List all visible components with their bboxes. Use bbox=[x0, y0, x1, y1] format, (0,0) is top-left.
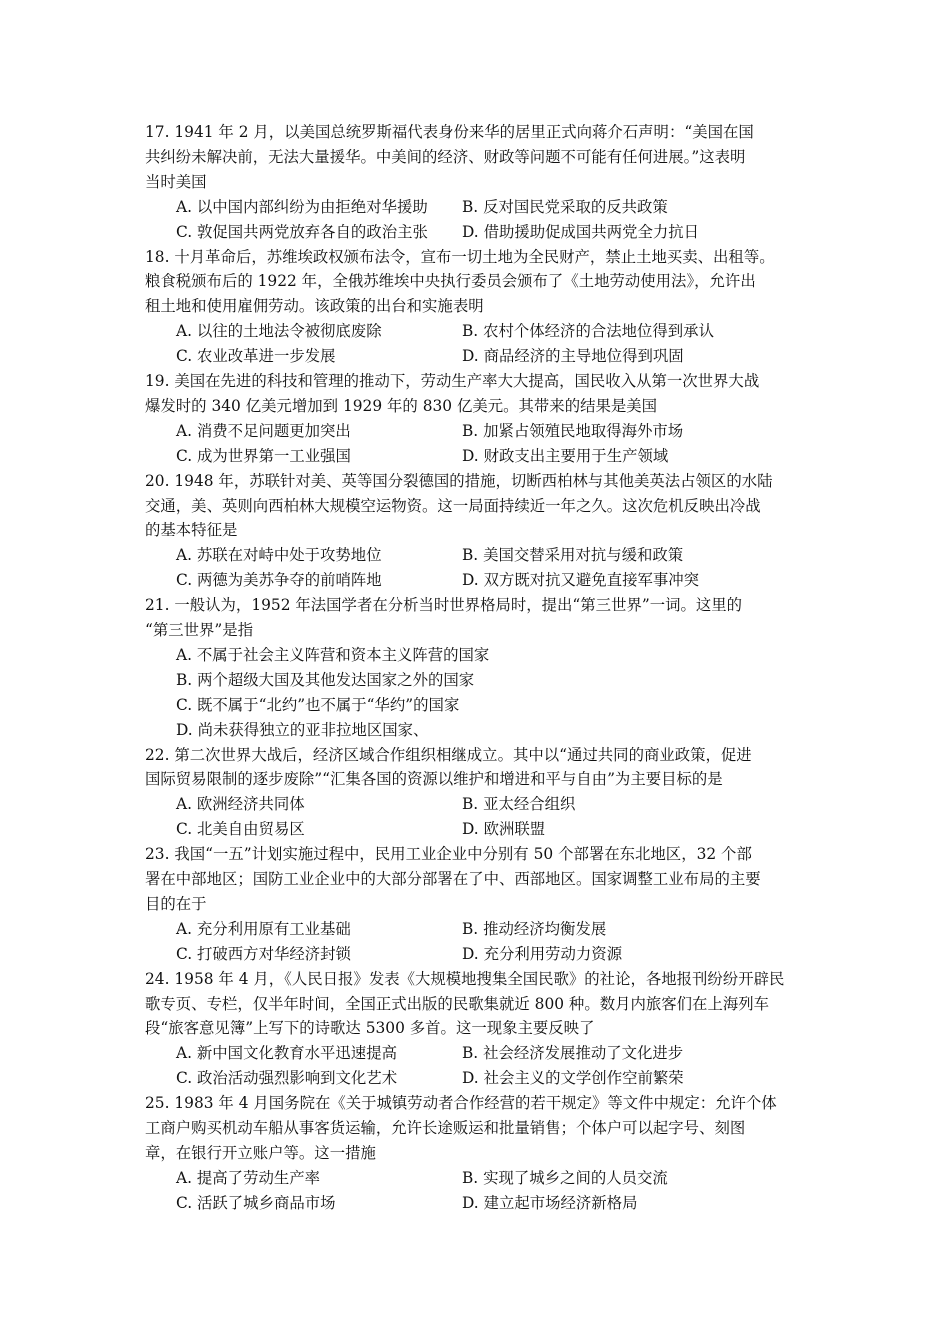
question-25-option-b: B. 实现了城乡之间的人员交流 bbox=[462, 1168, 668, 1187]
question-21-stem-line: 21. 一般认为，1952 年法国学者在分析当时世界格局时，提出“第三世界”一词。这里的 bbox=[145, 596, 743, 615]
question-23-stem-line: 23. 我国“一五”计划实施过程中，民用工业企业中分别有 50 个部署在东北地区，32 个部 bbox=[145, 845, 752, 864]
question-25-option-c: C. 活跃了城乡商品市场 bbox=[176, 1193, 336, 1212]
question-24-option-d: D. 社会主义的文学创作空前繁荣 bbox=[462, 1069, 684, 1088]
question-23-stem-line: 署在中部地区；国防工业企业中的大部分部署在了中、西部地区。国家调整工业布局的主要 bbox=[145, 870, 761, 888]
question-22-stem-line: 国际贸易限制的逐步废除”“汇集各国的资源以维护和增进和平与自由”为主要目标的是 bbox=[145, 770, 723, 789]
question-24-option-c: C. 政治活动强烈影响到文化艺术 bbox=[176, 1069, 398, 1088]
question-22-option-b: B. 亚太经合组织 bbox=[462, 795, 576, 814]
question-20-option-b: B. 美国交替采用对抗与缓和政策 bbox=[462, 546, 684, 565]
question-19-option-c: C. 成为世界第一工业强国 bbox=[176, 446, 351, 465]
question-25-stem-line: 章，在银行开立账户等。这一措施 bbox=[145, 1143, 376, 1162]
question-24-option-a: A. 新中国文化教育水平迅速提高 bbox=[176, 1044, 397, 1063]
question-18-option-c: C. 农业改革进一步发展 bbox=[176, 347, 336, 366]
question-20-option-c: C. 两德为美苏争夺的前哨阵地 bbox=[176, 571, 382, 590]
question-23-stem-line: 目的在于 bbox=[145, 894, 207, 913]
question-19-option-a: A. 消费不足问题更加突出 bbox=[176, 421, 351, 440]
question-24-stem-line: 歌专页、专栏，仅半年时间，全国正式出版的民歌集就近 800 种。数月内旅客们在上海列车 bbox=[145, 994, 770, 1013]
question-25-option-d: D. 建立起市场经济新格局 bbox=[462, 1193, 638, 1212]
question-22-option-d: D. 欧洲联盟 bbox=[462, 820, 546, 839]
question-17-option-b: B. 反对国民党采取的反共政策 bbox=[462, 197, 668, 216]
question-23-option-a: A. 充分利用原有工业基础 bbox=[176, 919, 351, 938]
question-21-option-a: A. 不属于社会主义阵营和资本主义阵营的国家 bbox=[176, 645, 490, 664]
question-23-option-d: D. 充分利用劳动力资源 bbox=[462, 944, 623, 963]
question-22-option-a: A. 欧洲经济共同体 bbox=[176, 795, 305, 814]
question-18-option-a: A. 以往的土地法令被彻底废除 bbox=[176, 322, 382, 341]
question-20-stem-line: 的基本特征是 bbox=[145, 521, 238, 540]
question-20-stem-line: 20. 1948 年，苏联针对美、英等国分裂德国的措施，切断西柏林与其他美英法占领区的水陆 bbox=[145, 471, 773, 490]
question-23-option-b: B. 推动经济均衡发展 bbox=[462, 919, 607, 938]
question-21-stem-line: “第三世界”是指 bbox=[145, 621, 254, 639]
question-17-stem-line: 当时美国 bbox=[145, 172, 207, 191]
question-17-stem-line: 17. 1941 年 2 月，以美国总统罗斯福代表身份来华的居里正式向蒋介石声明：“美国在国 bbox=[145, 123, 754, 141]
question-18-stem-line: 租土地和使用雇佣劳动。该政策的出台和实施表明 bbox=[145, 297, 484, 316]
question-25-stem-line: 工商户购买机动车船从事客货运输，允许长途贩运和批量销售；个体户可以起字号、刻图 bbox=[145, 1119, 746, 1137]
question-21-option-b: B. 两个超级大国及其他发达国家之外的国家 bbox=[176, 670, 475, 689]
question-24-stem-line: 段“旅客意见簿”上写下的诗歌达 5300 多首。这一现象主要反映了 bbox=[145, 1019, 595, 1038]
question-23-option-c: C. 打破西方对华经济封锁 bbox=[176, 944, 351, 963]
question-18-option-d: D. 商品经济的主导地位得到巩固 bbox=[462, 347, 684, 366]
question-18-stem-line: 18. 十月革命后，苏维埃政权颁布法令，宣布一切土地为全民财产，禁止土地买卖、出租等。 bbox=[145, 247, 775, 266]
question-17-stem-line: 共纠纷未解决前，无法大量援华。中美间的经济、财政等问题不可能有任何进展。”这表明 bbox=[145, 147, 746, 166]
question-20-option-a: A. 苏联在对峙中处于攻势地位 bbox=[176, 546, 382, 565]
question-18-option-b: B. 农村个体经济的合法地位得到承认 bbox=[462, 322, 714, 341]
question-18-stem-line: 粮食税颁布后的 1922 年，全俄苏维埃中央执行委员会颁布了《土地劳动使用法》，允许出 bbox=[145, 272, 756, 291]
question-25-option-a: A. 提高了劳动生产率 bbox=[176, 1168, 321, 1187]
question-19-option-b: B. 加紧占领殖民地取得海外市场 bbox=[462, 421, 684, 440]
question-21-option-c: C. 既不属于“北约”也不属于“华约”的国家 bbox=[176, 695, 460, 714]
question-25-stem-line: 25. 1983 年 4 月国务院在《关于城镇劳动者合作经营的若干规定》等文件中规定：允许个体 bbox=[145, 1094, 777, 1113]
question-22-option-c: C. 北美自由贸易区 bbox=[176, 820, 305, 839]
question-24-stem-line: 24. 1958 年 4 月，《人民日报》发表《大规模地搜集全国民歌》的社论，各地报刊纷纷开辟民 bbox=[145, 969, 785, 988]
question-19-stem-line: 爆发时的 340 亿美元增加到 1929 年的 830 亿美元。其带来的结果是美国 bbox=[145, 396, 658, 415]
question-19-stem-line: 19. 美国在先进的科技和管理的推动下，劳动生产率大大提高，国民收入从第一次世界大战 bbox=[145, 372, 760, 390]
question-19-option-d: D. 财政支出主要用于生产领域 bbox=[462, 446, 669, 465]
question-17-option-c: C. 敦促国共两党放弃各自的政治主张 bbox=[176, 222, 428, 241]
question-21-option-d: D. 尚未获得独立的亚非拉地区国家、 bbox=[176, 720, 429, 739]
question-22-stem-line: 22. 第二次世界大战后，经济区域合作组织相继成立。其中以“通过共同的商业政策，促进 bbox=[145, 745, 752, 764]
question-17-option-a: A. 以中国内部纠纷为由拒绝对华援助 bbox=[176, 197, 428, 216]
question-24-option-b: B. 社会经济发展推动了文化进步 bbox=[462, 1044, 684, 1063]
question-20-stem-line: 交通，美、英则向西柏林大规模空运物资。这一局面持续近一年之久。这次危机反映出冷战 bbox=[145, 496, 761, 515]
question-20-option-d: D. 双方既对抗又避免直接军事冲突 bbox=[462, 571, 700, 590]
question-17-option-d: D. 借助援助促成国共两党全力抗日 bbox=[462, 222, 700, 241]
